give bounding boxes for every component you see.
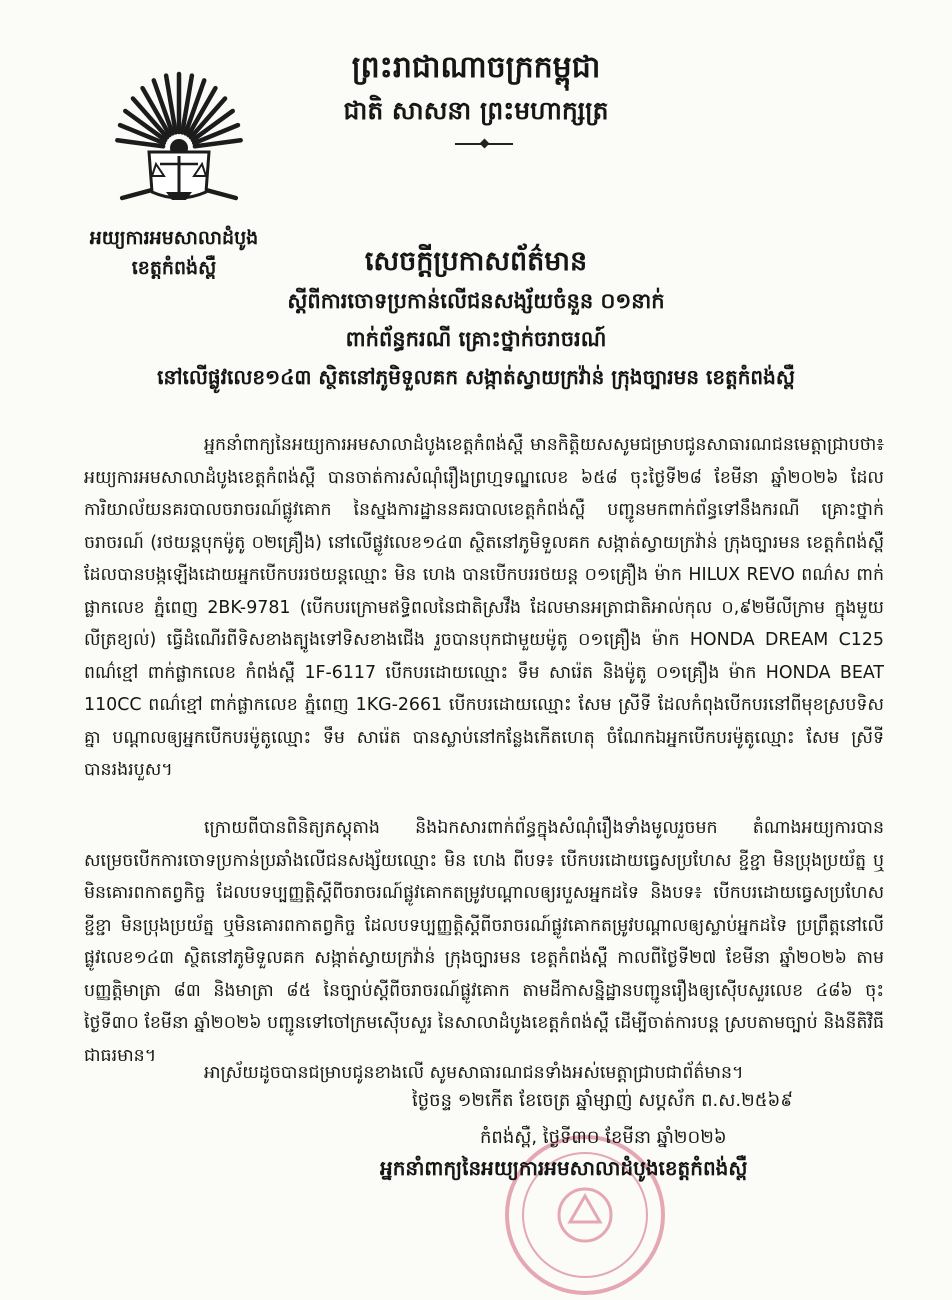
body-paragraph-1: អ្នកនាំពាក្យនៃអយ្យការអមសាលាដំបូងខេត្តកំពង់ស្ពឺ មានកិត្តិយសសូមជម្រាបជូនសាធារណជនមេត្តាជ្រាបថា៖ អយ្យការអមសាលាដំបូងខេត្តកំពង់ស្ពឺ បានចាត់ការសំណុំរឿងព្រហ្មទណ្ឌលេខ ៦៥៨ ចុះថ្ងៃទី២៨ ខែមីនា ឆ្នាំ២០២៦ ដែលការិយាល័យនគរបាលចរាចរណ៍ផ្លូវគោក នៃស្នងការដ្ឋាននគរបាលខេត្តកំពង់ស្ពឺ បញ្ជូនមកពាក់ព័ន្ធទៅនឹងករណី គ្រោះថ្នាក់ចរាចរណ៍ (រថយន្តបុកម៉ូតូ ០២គ្រឿង) នៅលើផ្លូវលេខ១៤៣ ស្ថិតនៅភូមិទួលគក សង្កាត់ស្វាយក្រវ៉ាន់ ក្រុងច្បារមន ខេត្តកំពង់ស្ពឺ ដែលបានបង្កឡើងដោយអ្នកបើកបររថយន្តឈ្មោះ មិន ហេង បានបើកបររថយន្ត ០១គ្រឿង ម៉ាក HILUX REVO ពណ៌ស ពាក់ផ្លាកលេខ ភ្នំពេញ 2BK-9781 (បើកបរក្រោមឥទ្ធិពលនៃជាតិស្រវឹង ដែលមានអត្រាជាតិអាល់កុល ០,៩២មីលីក្រាម ក្នុងមួយលីត្រខ្យល់) ធ្វើដំណើរពីទិសខាងត្បូងទៅទិសខាងជើង រួចបានបុកជាមួយម៉ូតូ ០១គ្រឿង ម៉ាក HONDA DREAM C125 ពណ៌ខ្មៅ ពាក់ផ្លាកលេខ កំពង់ស្ពឺ 1F-6117 បើកបរដោយឈ្មោះ ទឹម សារ៉េត និងម៉ូតូ ០១គ្រឿង ម៉ាក HONDA BEAT 110CC ពណ៌ខ្មៅ ពាក់ផ្លាកលេខ ភ្នំពេញ 1KG-2661 បើកបរដោយឈ្មោះ សែម ស្រីទី ដែលកំពុងបើកបរនៅពីមុខស្របទិសគ្នា បណ្តាលឲ្យអ្នកបើកបរម៉ូតូឈ្មោះ ទឹម សារ៉េត បានស្លាប់នៅកន្លែងកើតហេតុ ចំណែកឯអ្នកបើកបរម៉ូតូឈ្មោះ សែម ស្រីទី បានរងរបួស។ <box>84 435 884 781</box>
ornamental-divider <box>455 143 513 145</box>
issue-date: កំពង់ស្ពឺ, ថ្ងៃទី៣០ ខែមីនា ឆ្នាំ២០២៦ <box>480 1127 727 1148</box>
organization-province: ខេត្តកំពង់ស្ពឺ <box>131 257 217 279</box>
national-motto: ជាតិ សាសនា ព្រះមហាក្សត្រ <box>343 96 609 125</box>
lunar-date: ថ្ងៃចន្ទ ១២កើត ខែចេត្រ ឆ្នាំម្សាញ់ សប្តស័ក ព.ស.២៥៦៩ <box>412 1090 793 1111</box>
subject-line-2: ពាក់ព័ន្ធករណី គ្រោះថ្នាក់ចរាចរណ៍ <box>345 327 607 351</box>
body-paragraph-2: ក្រោយពីបានពិនិត្យភស្តុតាង និងឯកសារពាក់ព័ន្ធក្នុងសំណុំរឿងទាំងមូលរួចមក តំណាងអយ្យការបានសម្រេចបើកការចោទប្រកាន់ប្រឆាំងលើជនសង្ស័យឈ្មោះ មិន ហេង ពីបទ៖ បើកបរដោយធ្វេសប្រហែស ខ្ជីខ្ជា មិនប្រុងប្រយ័ត្ន ឬមិនគោរពកាតព្វកិច្ច ដែលបទប្បញ្ញត្តិស្តីពីចរាចរណ៍ផ្លូវគោកតម្រូវបណ្តាលឲ្យរបួសអ្នកដទៃ និងបទ៖ បើកបរដោយធ្វេសប្រហែស ខ្ជីខ្ជា មិនប្រុងប្រយ័ត្ន ឬមិនគោរពកាតព្វកិច្ច ដែលបទប្បញ្ញត្តិស្តីពីចរាចរណ៍ផ្លូវគោកតម្រូវបណ្តាលឲ្យស្លាប់អ្នកដទៃ ប្រព្រឹត្តនៅលើផ្លូវលេខ១៤៣ ស្ថិតនៅភូមិទួលគក សង្កាត់ស្វាយក្រវ៉ាន់ ក្រុងច្បារមន ខេត្តកំពង់ស្ពឺ កាលពីថ្ងៃទី២៧ ខែមីនា ឆ្នាំ២០២៦ តាមបញ្ញត្តិមាត្រា ៨៣ និងមាត្រា ៨៥ នៃច្បាប់ស្តីពីចរាចរណ៍ផ្លូវគោក តាមដីកាសន្និដ្ឋានបញ្ជូនរឿងឲ្យស៊ើបសួរលេខ ៤៨៦ ចុះថ្ងៃទី៣០ ខែមីនា ឆ្នាំ២០២៦ បញ្ជូនទៅចៅក្រមស៊ើបសួរ នៃសាលាដំបូងខេត្តកំពង់ស្ពឺ ដើម្បីចាត់ការបន្ត ស្របតាមច្បាប់ និងនីតិវិធីជាធរមាន។ <box>84 818 884 1066</box>
document-title: សេចក្តីប្រកាសព័ត៌មាន <box>364 246 588 277</box>
subject-line-3: នៅលើផ្លូវលេខ១៤៣ ស្ថិតនៅភូមិទួលគក សង្កាត់ស្វាយក្រវ៉ាន់ ក្រុងច្បារមន ខេត្តកំពង់ស្ពឺ <box>157 365 795 389</box>
signatory-title: អ្នកនាំពាក្យនៃអយ្យការអមសាលាដំបូងខេត្តកំពង់ស្ពឺ <box>380 1156 748 1180</box>
subject-line-1: ស្តីពីការចោទប្រកាន់លើជនសង្ស័យចំនួន ០១នាក់ <box>287 289 665 313</box>
kingdom-heading: ព្រះរាជាណាចក្រកម្ពុជា <box>351 50 601 85</box>
body-paragraph-3: អាស្រ័យដូចបានជម្រាបជូនខាងលើ សូមសាធារណជនទាំងអស់មេត្តាជ្រាបជាព័ត៌មាន។ <box>204 1063 744 1084</box>
organization-name: អយ្យការអមសាលាដំបូង <box>89 227 259 249</box>
